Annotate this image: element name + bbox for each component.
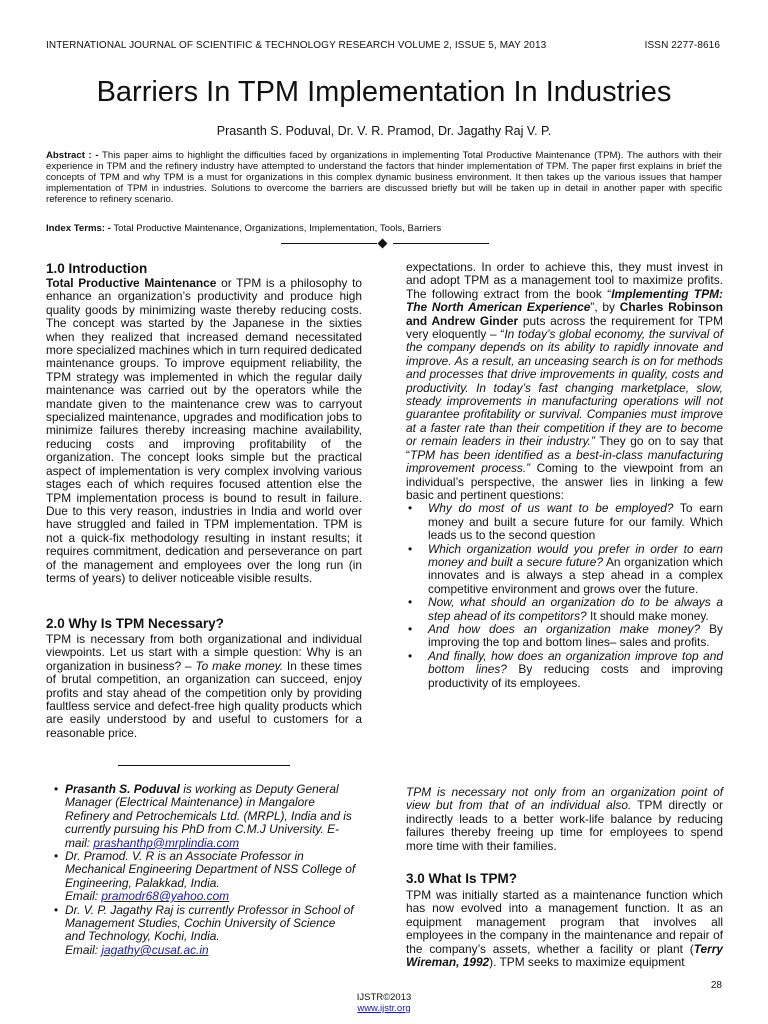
email-link[interactable]: pramodr68@yahoo.com — [101, 889, 230, 904]
index-terms-label: Index Terms: - — [46, 223, 111, 234]
questions-list — [406, 502, 723, 690]
section-3-text-a: TPM was initially started as a maintenance function which has now evolved into a management function. It as an equipment management program that involves all employees in the company in the maintenance and repair of the company’s assets, whether a facility or plant ( — [406, 888, 723, 956]
author-footnotes — [54, 783, 356, 957]
answer: To earn money and built a secure future for our family. Which leads us to the second question — [428, 501, 723, 543]
question: Why do most of us want to be employed? — [428, 501, 674, 516]
page-number: 28 — [710, 980, 722, 991]
footnote-item — [54, 783, 356, 850]
question: And finally, how does an organization improve top and bottom lines? — [428, 648, 723, 677]
abstract — [46, 151, 722, 206]
copyright: IJSTR©2013 — [356, 992, 412, 1003]
book-authors: Charles Robinson and Andrew Ginder — [406, 300, 723, 328]
text: puts across the requirement for TPM very eloquently – “ — [406, 313, 723, 342]
list-item — [406, 596, 723, 623]
right-column-paragraph — [406, 786, 723, 853]
right-column-body — [406, 261, 723, 690]
book-title: Implementing TPM: The North American Experience — [406, 286, 723, 315]
section-1-heading: 1.0 Introduction — [46, 261, 148, 276]
index-terms-text: Total Productive Maintenance, Organizations, Implementation, Tools, Barriers — [110, 223, 442, 234]
text: Coming to the viewpoint from an individual’s perspective, the answer lies in linking a few basic and pertinent questions: — [406, 461, 723, 502]
answer: It should make money. — [586, 608, 709, 623]
question: And how does an organization make money? — [428, 621, 701, 636]
text: ”, by — [590, 300, 620, 315]
section-1-text: or TPM is a philosophy to enhance an organization’s productivity and produce high quality goods by minimizing waste thereby reducing costs. The concept was started by the Japanese in the sixties when they realized that increased demand necessitated more specialized machines which in turn required dedicated maintenance groups. To improve equipment reliability, the TPM strategy was implemented in which the regular daily maintenance was carried out by the operators while the mandate given to the maintenance crew was to carryout specialized maintenance, upgrades and modification jobs to minimize failures thereby increasing machine availability, reducing costs and improving profitability of the organization. The concept looks simple but the practical aspect of implementation is very complex involving various stages each of which requires focused attention else the TPM implementation process is bound to result in failure. Due to this very reason, industries in India and world over have struggled and failed in TPM implementation. TPM is not a quick-fix methodology resulting in instant results; it requires commitment, dedication and perseverance on part of the management and employees over the long run (in terms of years) to deliver noticeable visible results. — [46, 276, 362, 585]
section-1-body — [46, 277, 362, 585]
list-item — [406, 650, 723, 690]
paper-authors: Prasanth S. Poduval, Dr. V. R. Pramod, Dr. Jagathy Raj V. P. — [216, 124, 552, 138]
section-3-heading: 3.0 What Is TPM? — [406, 871, 518, 886]
list-item — [406, 623, 723, 650]
text: They go on to say that “ — [406, 434, 723, 462]
journal-url-link[interactable]: www.ijstr.org — [357, 1003, 411, 1014]
abstract-text: This paper aims to highlight the difficulties faced by organizations in implementing Total Productive Maintenance (TPM). The authors with their experience in TPM and the refinery industry have attempted to understand the factors that hinder implementation of TPM. The paper first explains in brief the concepts of TPM and why TPM is a must for organizations in this complex dynamic business environment. It then takes up the various issues that hamper implementation of TPM in industries. Solutions to overcome the barriers are discussed briefly but will be taken up in detail in another paper with specific reference to refinery scenario. — [46, 150, 723, 205]
section-3-text-b: ). TPM seeks to maximize equipment — [489, 955, 685, 970]
email-link[interactable]: jagathy@cusat.ac.in — [101, 942, 209, 957]
footnote-item — [54, 850, 356, 904]
footnote-author-name: Prasanth S. Poduval — [65, 782, 180, 796]
index-terms — [46, 223, 722, 234]
footnote-text: is working as Deputy General Manager (Electrical Maintenance) in Mangalore Refinery and Petrochemicals Ltd. (MRPL), India and is currently pursuing his PhD from C.M.J University. E-mail: — [65, 782, 352, 850]
journal-name: INTERNATIONAL JOURNAL OF SCIENTIFIC & TECHNOLOGY RESEARCH VOLUME 2, ISSUE 5, MAY 2013 — [46, 40, 547, 51]
question: Which organization would you prefer in order to earn money and built a secure future? — [428, 541, 723, 569]
section-3-body — [406, 889, 723, 969]
footnote-text: Dr. Pramod. V. R is an Associate Professor in Mechanical Engineering Department of NSS College of Engineering, Palakkad, India. — [65, 849, 356, 890]
footnote-item — [54, 904, 356, 958]
divider-diamond-icon — [378, 239, 388, 249]
quote: TPM has been identified as a best-in-class manufacturing improvement process.” — [406, 447, 723, 476]
section-2-heading: 2.0 Why Is TPM Necessary? — [46, 616, 224, 631]
list-item — [406, 543, 723, 597]
paper-title: Barriers In TPM Implementation In Industries — [96, 76, 672, 108]
italic-statement: TPM is necessary not only from an organization point of view but from that of an individual also. — [406, 785, 723, 813]
section-1-lead: Total Productive Maintenance — [46, 276, 217, 290]
answer: An organization which innovates and is always a step ahead in a complex competitive environment and grows over the future. — [428, 554, 723, 596]
text: TPM directly or indirectly leads to a better work-life balance by reducing failures thereby freeing up time for employees to spend more time with their families. — [406, 798, 723, 853]
footnote-separator — [118, 765, 290, 766]
section-2-text-b: In these times of brutal competition, an organization can succeed, enjoy profits and stay ahead of the competition only by providing faultless service and defect-free high quality products which are easily understood by and useful to customers for a reasonable price. — [46, 658, 362, 740]
running-header — [46, 40, 720, 51]
answer: By reducing costs and improving productivity of its employees. — [428, 662, 723, 690]
question: Now, what should an organization do to be always a step ahead of its competitors? — [428, 595, 723, 623]
section-2-body — [46, 633, 362, 740]
list-item — [406, 502, 723, 542]
section-divider — [281, 240, 489, 248]
section-2-italic: To make money. — [195, 658, 284, 673]
footnote-text: Dr. V. P. Jagathy Raj is currently Professor in School of Management Studies, Cochin University of Science and Technology, Kochi, India. — [65, 902, 354, 944]
email-label: Email: — [65, 889, 102, 904]
abstract-label: Abstract : - — [46, 150, 99, 161]
text: expectations. In order to achieve this, they must invest in and adopt TPM as a management tool to maximize profits. The following extract from the book “ — [406, 260, 723, 301]
citation: Terry Wireman, 1992 — [406, 941, 723, 970]
paragraph — [406, 261, 723, 502]
page-footer — [0, 992, 768, 1014]
email-link[interactable]: prashanthp@mrplindia.com — [93, 835, 240, 850]
email-label: Email: — [65, 942, 102, 957]
issn: ISSN 2277-8616 — [644, 40, 720, 51]
section-2-text-a: TPM is necessary from both organizational and individual viewpoints. Let us start with a simple question: Why is an organization in business? – — [46, 632, 362, 673]
quote: In today’s global economy, the survival of the company depends on its ability to rapidly innovate and improve. As a result, an unceasing search is on for methods and processes that drive improvements in quality, costs and productivity. In today’s fast changing marketplace, slow, steady improvements in manufacturing operations will not guarantee profitability or survival. Companies must improve at a faster rate than their competition if they are to become or remain leaders in their industry.” — [406, 327, 723, 449]
answer: By improving the top and bottom lines– sales and profits. — [428, 621, 723, 650]
